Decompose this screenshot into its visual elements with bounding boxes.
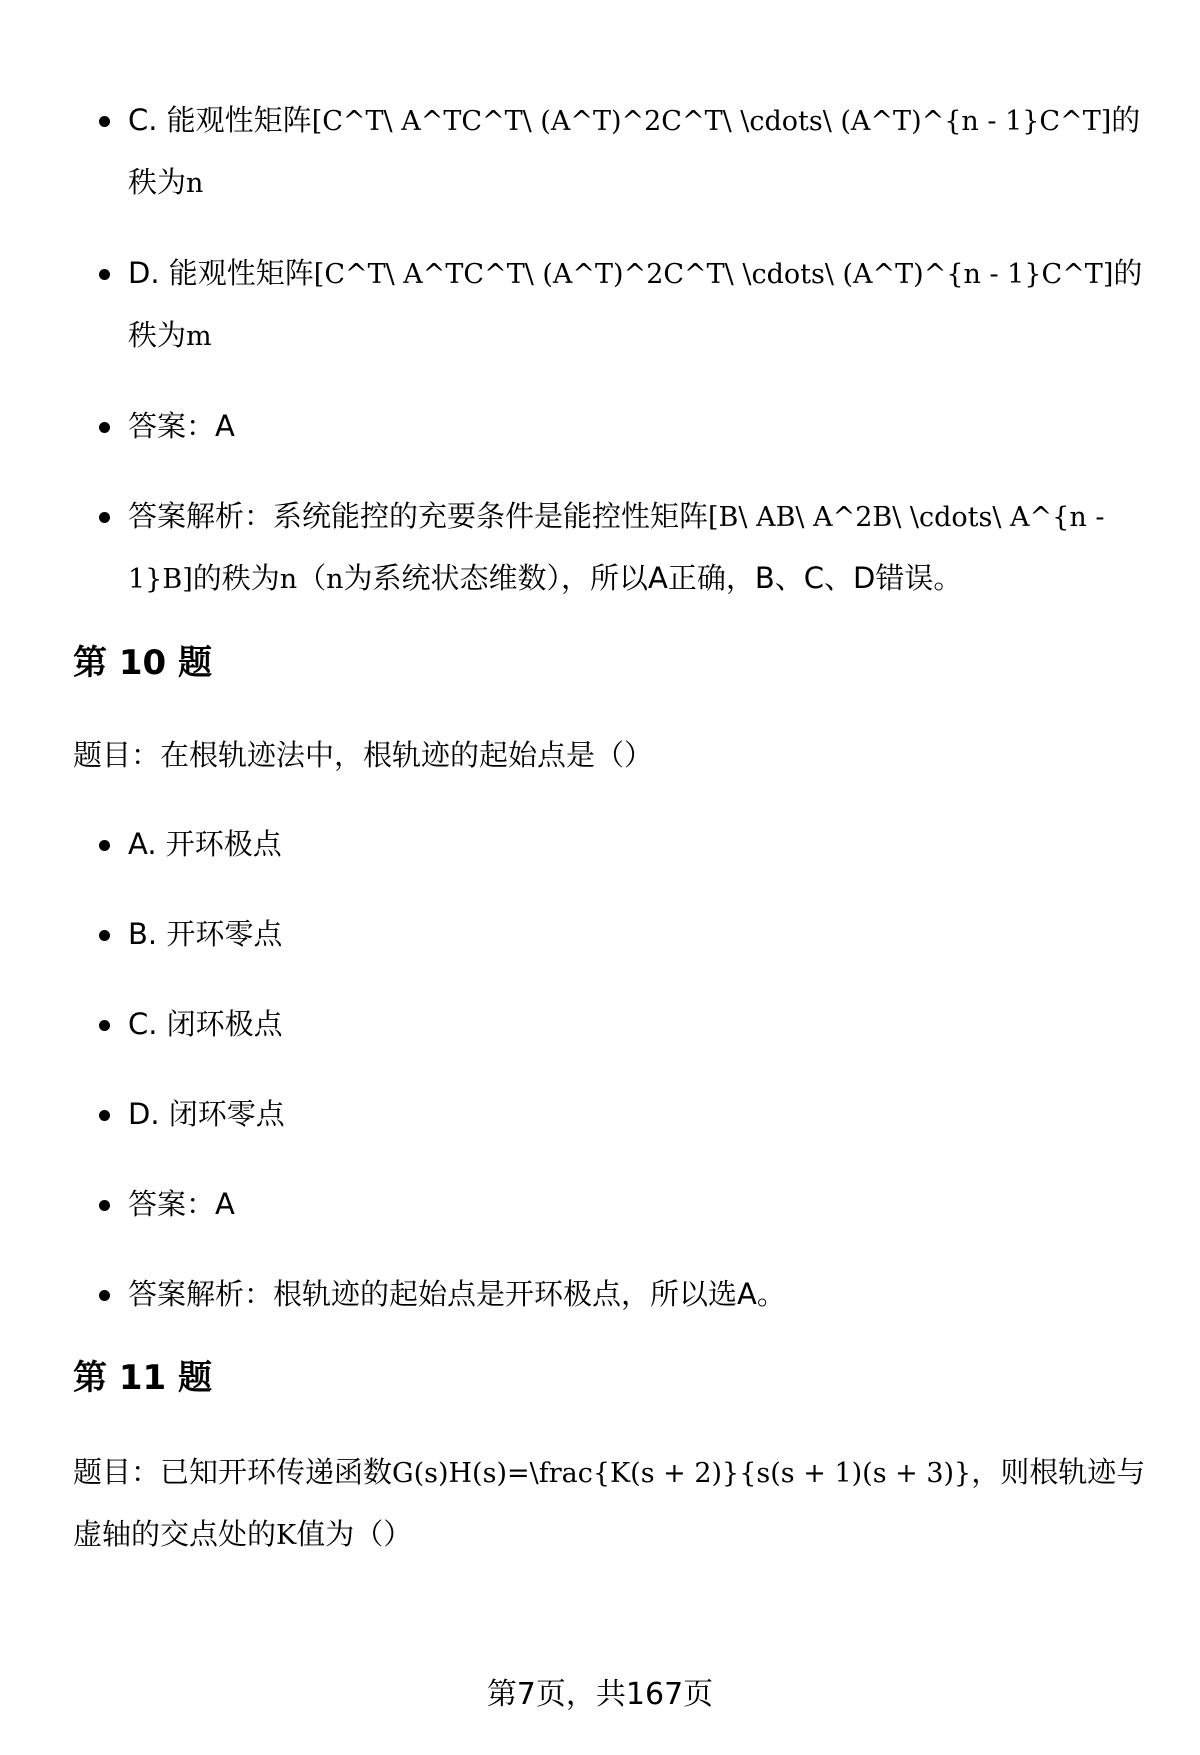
answer: 答案：A	[73, 396, 1163, 457]
answer: 答案：A	[73, 1174, 1163, 1235]
controllability-matrix-math: [B\ AB\ A^2B\ \cdots\ A^{n - 1}B]	[128, 502, 1105, 595]
question-stem: 题目：已知开环传递函数G(s)H(s)=\frac{K(s + 2)}{s(s + 1)(s + 3)}，则根轨迹与虚轴的交点处的K值为（）	[73, 1455, 1146, 1551]
question-title: 第 11 题	[73, 1358, 212, 1398]
observability-matrix-math: [C^T\ A^TC^T\ (A^T)^2C^T\ \cdots\ (A^T)^{n - 1}C^T]	[311, 106, 1112, 137]
option-c: C. 闭环极点	[73, 994, 1163, 1055]
q10-options	[73, 814, 1163, 1325]
question-title: 第 10 题	[73, 643, 212, 683]
option-c: C. 能观性矩阵[C^T\ A^TC^T\ (A^T)^2C^T\ \cdots\ (A^T)^{n - 1}C^T]的秩为n	[73, 90, 1163, 214]
prev-question-options	[73, 90, 1163, 610]
document-page	[73, 90, 1163, 1566]
answer-analysis: 答案解析：根轨迹的起始点是开环极点，所以选A。	[73, 1264, 1163, 1325]
option-a: A. 开环极点	[73, 814, 1163, 875]
option-d: D. 闭环零点	[73, 1084, 1163, 1145]
transfer-function-math: G(s)H(s)=\frac{K(s + 2)}{s(s + 1)(s + 3)}	[392, 1458, 972, 1489]
option-d: D. 能观性矩阵[C^T\ A^TC^T\ (A^T)^2C^T\ \cdots\ (A^T)^{n - 1}C^T]的秩为m	[73, 243, 1163, 367]
question-stem: 题目：在根轨迹法中，根轨迹的起始点是（）	[73, 738, 654, 772]
observability-matrix-math: [C^T\ A^TC^T\ (A^T)^2C^T\ \cdots\ (A^T)^{n - 1}C^T]	[313, 259, 1114, 290]
option-b: B. 开环零点	[73, 904, 1163, 965]
page-footer: 第7页，共167页	[486, 1677, 714, 1712]
answer-analysis: 答案解析：系统能控的充要条件是能控性矩阵[B\ AB\ A^2B\ \cdots\ A^{n - 1}B]的秩为n（n为系统状态维数），所以A正确，B、C、D错误。	[73, 486, 1163, 610]
